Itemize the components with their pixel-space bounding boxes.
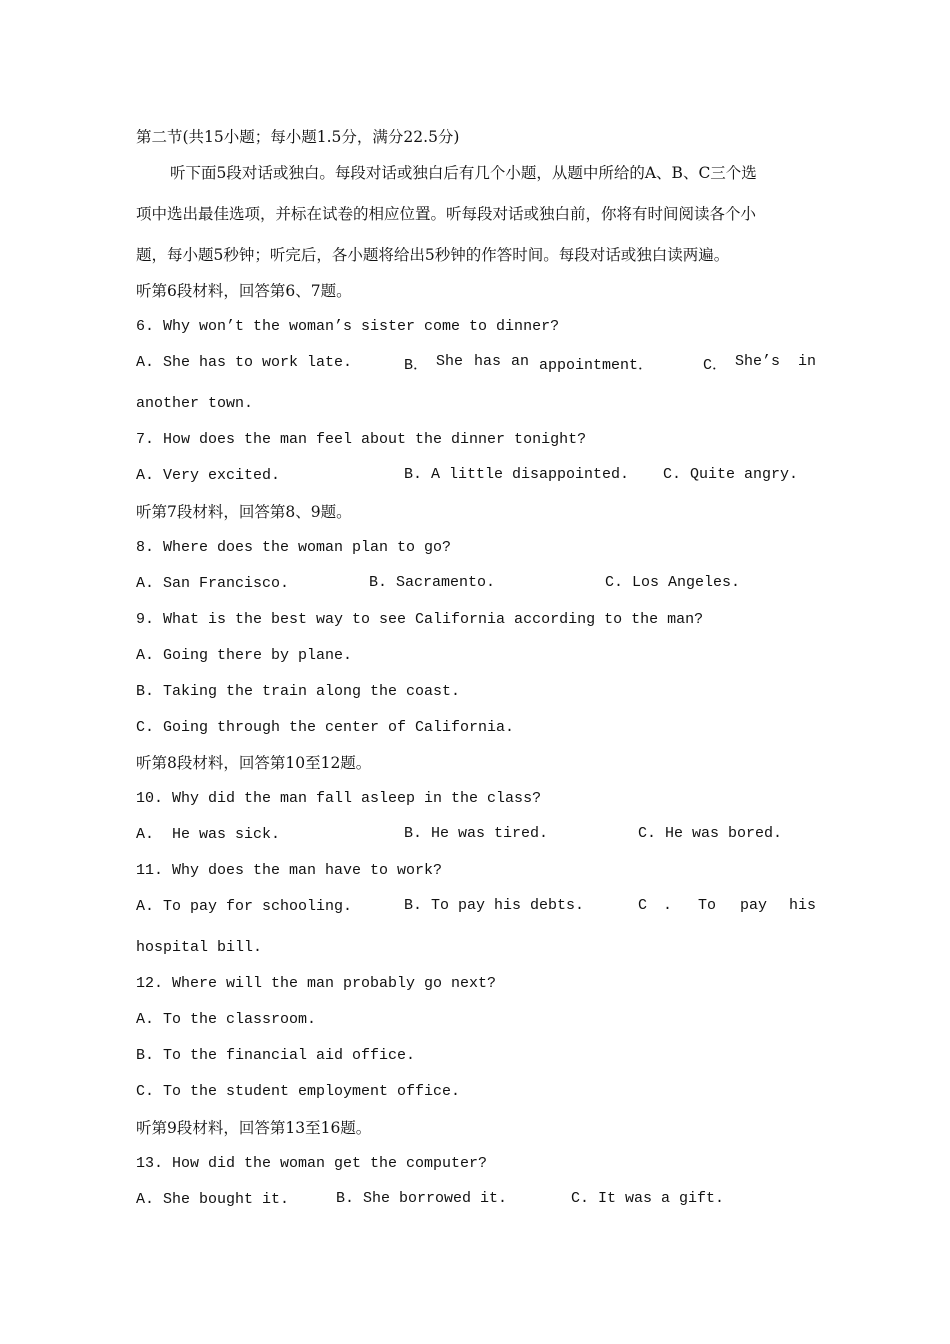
question-13-option-a: A. She bought it. [136,1191,290,1208]
question-11-option-c-word: . [663,897,673,914]
question-11-option-c-word: C [638,897,648,914]
question-10: 10. Why did the man fall asleep in the class? [136,790,542,807]
material-8-label: 听第8段材料，回答第10至12题。 [136,754,372,772]
question-12-option-b: B. To the financial aid office. [136,1047,416,1064]
question-9: 9. What is the best way to see California according to the man? [136,611,704,628]
question-8-option-b: B. Sacramento. [369,574,496,591]
question-11-option-c-word: pay [740,897,768,914]
question-8-option-a: A. San Francisco. [136,575,290,592]
question-10-option-a: A. He was sick. [136,826,281,843]
question-6-option-b-word: She [436,353,464,370]
question-7: 7. How does the man feel about the dinner tonight? [136,431,587,448]
instructions-line-1: 听下面5段对话或独白。每段对话或独白后有几个小题，从题中所给的A、B、C三个选 [170,164,757,182]
question-13-option-c: C. It was a gift. [571,1190,725,1207]
question-12: 12. Where will the man probably go next? [136,975,497,992]
question-6-option-b-word: an [511,353,530,370]
question-13: 13. How did the woman get the computer? [136,1155,488,1172]
instructions-line-3: 题，每小题5秒钟；听完后，各小题将给出5秒钟的作答时间。每段对话或独白读两遍。 [136,246,730,264]
section-heading: 第二节(共15小题；每小题1.5分，满分22.5分) [136,128,460,146]
question-9-option-a: A. Going there by plane. [136,647,353,664]
question-6-option-c-continued: another town. [136,395,254,412]
question-6-option-b-label: B． [404,357,429,374]
question-11-option-c-word: his [789,897,817,914]
question-8-option-c: C. Los Angeles. [605,574,741,591]
question-9-option-c: C. Going through the center of California. [136,719,515,736]
material-9-label: 听第9段材料，回答第13至16题。 [136,1119,372,1137]
question-6-option-b-word: has [474,353,502,370]
question-7-option-c: C. Quite angry. [663,466,799,483]
question-10-option-c: C. He was bored. [638,825,783,842]
question-6-option-a: A. She has to work late. [136,354,353,371]
question-7-option-b: B. A little disappointed. [404,466,630,483]
question-13-option-b: B. She borrowed it. [336,1190,508,1207]
question-8: 8. Where does the woman plan to go? [136,539,452,556]
question-12-option-c: C. To the student employment office. [136,1083,461,1100]
question-11-option-b: B. To pay his debts. [404,897,585,914]
question-11-option-a: A. To pay for schooling. [136,898,353,915]
question-6-option-c-label: C． [703,357,728,374]
question-6-option-c-word: She’s [735,353,781,370]
question-11-option-c-word: To [698,897,717,914]
question-7-option-a: A. Very excited. [136,467,281,484]
question-6-option-b-word: appointment． [539,357,654,374]
material-6-label: 听第6段材料，回答第6、7题。 [136,282,352,300]
instructions-line-2: 项中选出最佳选项，并标在试卷的相应位置。听每段对话或独白前，你将有时间阅读各个小 [136,205,757,223]
question-6-option-c-word: in [798,353,817,370]
question-12-option-a: A. To the classroom. [136,1011,317,1028]
question-11: 11. Why does the man have to work? [136,862,443,879]
question-9-option-b: B. Taking the train along the coast. [136,683,461,700]
question-10-option-b: B. He was tired. [404,825,549,842]
question-11-option-c-continued: hospital bill. [136,939,263,956]
material-7-label: 听第7段材料，回答第8、9题。 [136,503,352,521]
question-6: 6. Why won’t the woman’s sister come to dinner? [136,318,560,335]
